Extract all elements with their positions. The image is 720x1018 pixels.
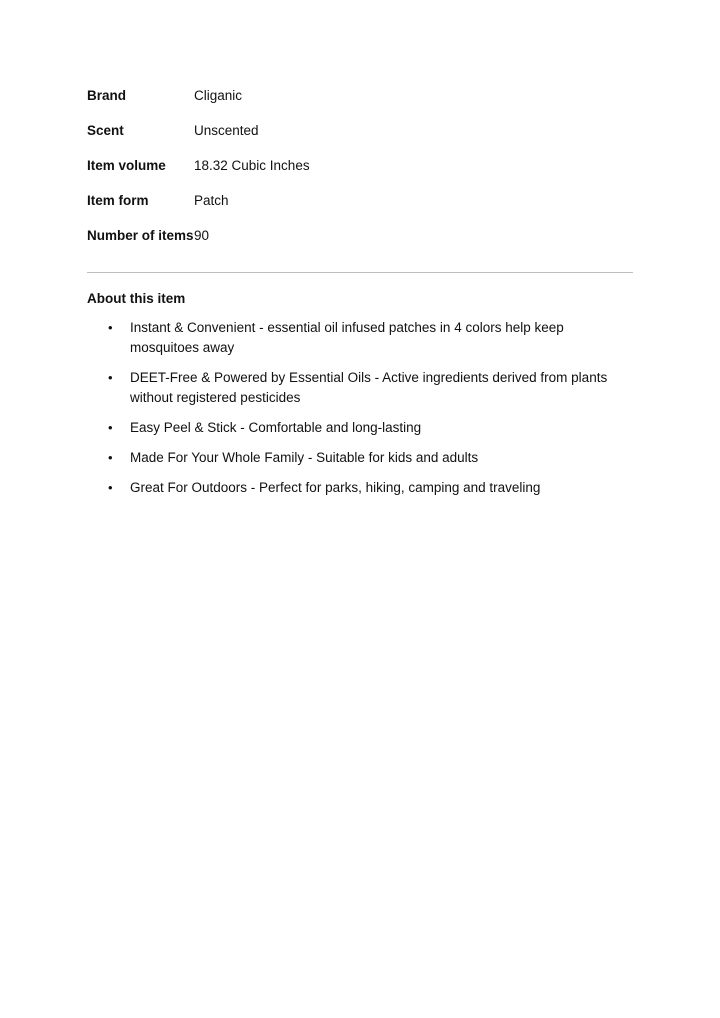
spec-row-scent	[87, 121, 633, 141]
spec-row-item-volume	[87, 156, 633, 176]
list-item-text: Instant & Convenient - essential oil infused patches in 4 colors help keep mosquitoes away	[130, 320, 564, 355]
bullet-icon: •	[108, 370, 113, 385]
spec-label: Brand	[87, 88, 127, 103]
list-item-text: DEET-Free & Powered by Essential Oils - Active ingredients derived from plants without registered pesticides	[130, 370, 608, 405]
spec-label: Number of items	[87, 228, 194, 243]
spec-row-brand	[87, 86, 633, 106]
list-item-text: Great For Outdoors - Perfect for parks, hiking, camping and traveling	[130, 480, 541, 495]
about-bullet-list	[87, 318, 633, 498]
spec-value: 90	[194, 228, 210, 243]
list-item	[87, 368, 630, 408]
list-item	[87, 478, 630, 498]
spec-row-number-of-items	[87, 226, 633, 246]
section-divider	[87, 272, 633, 273]
spec-value: Unscented	[194, 123, 259, 138]
spec-value: Patch	[194, 193, 229, 208]
bullet-icon: •	[108, 480, 113, 495]
spec-row-item-form	[87, 191, 633, 211]
about-heading: About this item	[87, 291, 186, 306]
product-details-page	[87, 86, 633, 508]
spec-value: 18.32 Cubic Inches	[194, 158, 310, 173]
product-specs-table	[87, 86, 633, 246]
spec-label: Item form	[87, 193, 149, 208]
bullet-icon: •	[108, 450, 113, 465]
list-item	[87, 418, 630, 438]
bullet-icon: •	[108, 320, 113, 335]
list-item-text: Easy Peel & Stick - Comfortable and long-lasting	[130, 420, 422, 435]
list-item	[87, 448, 630, 468]
spec-value: Cliganic	[194, 88, 243, 103]
list-item	[87, 318, 630, 358]
bullet-icon: •	[108, 420, 113, 435]
spec-label: Scent	[87, 123, 124, 138]
spec-label: Item volume	[87, 158, 166, 173]
list-item-text: Made For Your Whole Family - Suitable for kids and adults	[130, 450, 479, 465]
